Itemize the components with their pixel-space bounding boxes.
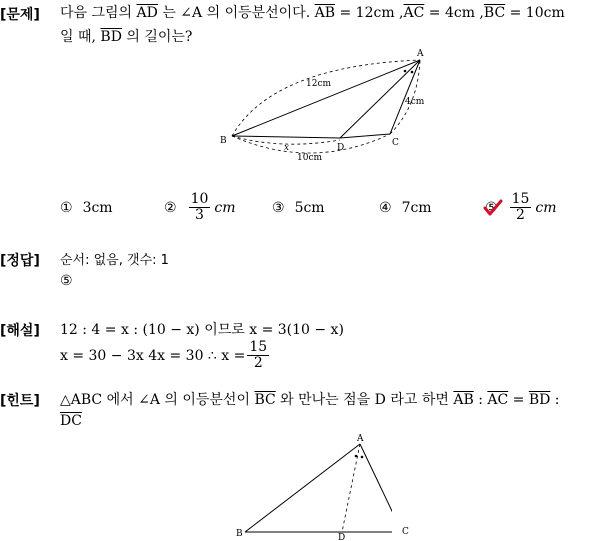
choice-number: ② xyxy=(164,199,177,216)
hint-figure xyxy=(232,432,392,540)
choice-2[interactable] xyxy=(164,192,236,223)
hint-line-2 xyxy=(60,413,82,429)
checkmark-icon xyxy=(483,198,503,218)
solution-eq: x = 30 − 3x 4x = 30 ∴ x = xyxy=(60,347,246,364)
q2-text-2: 의 길이는? xyxy=(126,29,193,45)
segment-ab-line xyxy=(232,60,420,136)
hint-line-1 xyxy=(60,389,560,409)
segment-dc-line xyxy=(340,134,390,138)
segment-ab: $\overline{AB}$ xyxy=(314,5,336,21)
segment-bd: $\overline{BD}$ xyxy=(528,392,551,408)
choice-4[interactable] xyxy=(379,200,432,216)
question-tag: [문제] xyxy=(0,7,40,23)
angle-mark-dot xyxy=(355,455,358,458)
answer-line-2: ⑤ xyxy=(60,273,73,289)
q2-text-1: 일 때, xyxy=(60,29,96,45)
vertex-label-c: C xyxy=(402,527,409,537)
vertex-label-b: B xyxy=(220,136,227,146)
q-text-1: 다음 그림의 xyxy=(60,5,133,21)
fraction-denominator: 2 xyxy=(516,207,525,223)
choice-fraction xyxy=(510,192,532,223)
segment-ad: $\overline{AD}$ xyxy=(136,5,158,21)
ac-length-label: 4cm xyxy=(405,97,425,107)
fraction-numerator: 10 xyxy=(190,191,209,207)
choice-text: 7cm xyxy=(401,200,432,216)
hint-text-1: △ABC 에서 ∠A 의 이등분선이 xyxy=(60,392,250,408)
segment-bc: $\overline{BC}$ xyxy=(254,392,276,408)
choice-number: ⑤ xyxy=(485,199,498,216)
choice-1[interactable] xyxy=(60,200,113,216)
vertex-label-d: D xyxy=(338,533,346,540)
solution-line-1: 12 : 4 = x : (10 − x) 이므로 x = 3(10 − x) xyxy=(60,322,344,338)
solution-fraction xyxy=(247,340,269,371)
vertex-label-b: B xyxy=(236,529,243,539)
fraction-denominator: 2 xyxy=(253,355,263,371)
answer-line-1: 순서: 없음, 갯수: 1 xyxy=(60,253,169,268)
q-text-3: = 12cm , xyxy=(339,5,404,21)
angle-mark-dot xyxy=(404,70,407,73)
hint-tag: [힌트] xyxy=(0,393,40,409)
segment-ac-line xyxy=(360,444,392,532)
segment-dc: $\overline{DC}$ xyxy=(60,413,82,429)
q-text-5: = 10cm xyxy=(509,5,565,21)
bisector-ad-line xyxy=(342,444,360,532)
choice-number: ① xyxy=(60,200,73,216)
ratio-colon: : xyxy=(478,392,483,408)
bc-length-label: 10cm xyxy=(297,153,323,163)
q-text-4: = 4cm , xyxy=(428,5,484,21)
solution-line-2 xyxy=(60,340,271,371)
choice-unit: cm xyxy=(535,199,557,216)
segment-ab-line xyxy=(245,444,360,532)
choice-number: ④ xyxy=(379,200,392,216)
choice-3[interactable] xyxy=(272,200,325,216)
angle-mark-dot xyxy=(411,71,414,74)
segment-ac: $\overline{AC}$ xyxy=(487,392,509,408)
hint-text-2: 와 만나는 점을 D 라고 하면 xyxy=(280,392,449,408)
choice-unit: cm xyxy=(214,199,236,216)
angle-mark-dot xyxy=(361,456,364,459)
equals-sign: = xyxy=(512,392,525,408)
answer-tag: [정답] xyxy=(0,253,40,269)
vertex-label-a: A xyxy=(417,49,424,59)
fraction-numerator: 15 xyxy=(249,339,268,355)
fraction-denominator: 3 xyxy=(195,207,204,223)
question-figure xyxy=(212,46,442,168)
choice-text: 3cm xyxy=(82,200,113,216)
q-text-2: 는 ∠A 의 이등분선이다. xyxy=(162,5,311,21)
fraction-numerator: 15 xyxy=(511,191,530,207)
segment-bd-line xyxy=(232,136,340,138)
segment-ab: $\overline{AB}$ xyxy=(453,392,474,408)
choice-number-wrap xyxy=(485,200,498,216)
x-label: x xyxy=(284,143,290,153)
choice-text: 5cm xyxy=(294,200,325,216)
vertex-label-c: C xyxy=(392,138,399,148)
segment-bd: $\overline{BD}$ xyxy=(100,29,122,45)
choice-number: ③ xyxy=(272,200,285,216)
ratio-colon: : xyxy=(554,392,560,408)
question-line-2 xyxy=(60,26,192,46)
vertex-label-d: D xyxy=(337,143,345,153)
segment-bc: $\overline{BC}$ xyxy=(483,5,506,21)
segment-ac: $\overline{AC}$ xyxy=(403,5,425,21)
hint-figure-c-label xyxy=(400,524,420,540)
vertex-label-a: A xyxy=(357,434,364,444)
choice-5[interactable] xyxy=(485,192,557,223)
solution-tag: [해설] xyxy=(0,323,40,339)
choice-fraction xyxy=(189,192,211,223)
ab-length-label: 12cm xyxy=(306,79,332,89)
question-line-1 xyxy=(60,2,565,22)
